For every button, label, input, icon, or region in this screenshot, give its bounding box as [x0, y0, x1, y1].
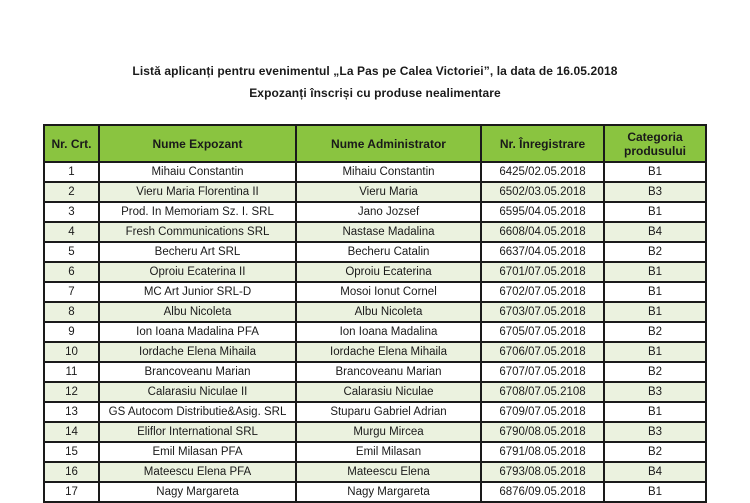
- table-cell: B1: [604, 262, 706, 282]
- table-header-row: [44, 125, 706, 162]
- table-row: [44, 442, 706, 462]
- table-cell: 6876/09.05.2018: [481, 482, 604, 502]
- table-cell: 6608/04.05.2018: [481, 222, 604, 242]
- table-cell: Ion Ioana Madalina PFA: [99, 322, 296, 342]
- table-cell: Iordache Elena Mihaila: [296, 342, 481, 362]
- page-subtitle: Expozanți înscriși cu produse nealimentare: [249, 86, 501, 100]
- table-cell: Vieru Maria: [296, 182, 481, 202]
- table-cell: 9: [44, 322, 99, 342]
- table-row: [44, 382, 706, 402]
- table-cell: Oproiu Ecaterina II: [99, 262, 296, 282]
- table-cell: Emil Milasan: [296, 442, 481, 462]
- table-cell: Eliflor International SRL: [99, 422, 296, 442]
- table-row: [44, 202, 706, 222]
- table-row: [44, 422, 706, 442]
- table-cell: 10: [44, 342, 99, 362]
- table-cell: 6425/02.05.2018: [481, 162, 604, 182]
- table-cell: 6502/03.05.2018: [481, 182, 604, 202]
- table-cell: 5: [44, 242, 99, 262]
- table-cell: B3: [604, 422, 706, 442]
- table-cell: 13: [44, 402, 99, 422]
- table-row: [44, 322, 706, 342]
- table-cell: B1: [604, 342, 706, 362]
- table-cell: Emil Milasan PFA: [99, 442, 296, 462]
- column-header: Nume Administrator: [296, 125, 481, 162]
- table-row: [44, 402, 706, 422]
- table-row: [44, 482, 706, 502]
- table-cell: Albu Nicoleta: [99, 302, 296, 322]
- table-cell: Mosoi Ionut Cornel: [296, 282, 481, 302]
- column-header: Nume Expozant: [99, 125, 296, 162]
- table-cell: 6791/08.05.2018: [481, 442, 604, 462]
- table-cell: 6790/08.05.2018: [481, 422, 604, 442]
- table-cell: 16: [44, 462, 99, 482]
- table-row: [44, 162, 706, 182]
- table-cell: 1: [44, 162, 99, 182]
- table-cell: Brancoveanu Marian: [99, 362, 296, 382]
- table-cell: 6709/07.05.2018: [481, 402, 604, 422]
- table-cell: Murgu Mircea: [296, 422, 481, 442]
- table-cell: Stuparu Gabriel Adrian: [296, 402, 481, 422]
- table-cell: 14: [44, 422, 99, 442]
- table-row: [44, 262, 706, 282]
- table-cell: Becheru Art SRL: [99, 242, 296, 262]
- table-cell: 6706/07.05.2018: [481, 342, 604, 362]
- table-cell: MC Art Junior SRL-D: [99, 282, 296, 302]
- table-cell: B2: [604, 442, 706, 462]
- table-cell: Calarasiu Niculae: [296, 382, 481, 402]
- table-cell: B3: [604, 382, 706, 402]
- table-cell: B1: [604, 202, 706, 222]
- table-cell: Mihaiu Constantin: [296, 162, 481, 182]
- table-body: [44, 162, 706, 502]
- table-cell: Albu Nicoleta: [296, 302, 481, 322]
- table-cell: B2: [604, 322, 706, 342]
- table-row: [44, 302, 706, 322]
- table-cell: 6: [44, 262, 99, 282]
- table-cell: GS Autocom Distributie&Asig. SRL: [99, 402, 296, 422]
- table-row: [44, 242, 706, 262]
- table-cell: B1: [604, 162, 706, 182]
- table-cell: Becheru Catalin: [296, 242, 481, 262]
- table-row: [44, 362, 706, 382]
- table-cell: Nastase Madalina: [296, 222, 481, 242]
- table-cell: B4: [604, 222, 706, 242]
- table-row: [44, 222, 706, 242]
- table-row: [44, 282, 706, 302]
- table-cell: Iordache Elena Mihaila: [99, 342, 296, 362]
- table-cell: 6708/07.05.2108: [481, 382, 604, 402]
- table-cell: B1: [604, 282, 706, 302]
- table-cell: 17: [44, 482, 99, 502]
- table-cell: Oproiu Ecaterina: [296, 262, 481, 282]
- table-cell: 6705/07.05.2018: [481, 322, 604, 342]
- table-cell: Nagy Margareta: [99, 482, 296, 502]
- table-cell: B2: [604, 242, 706, 262]
- table-row: [44, 342, 706, 362]
- applicants-table: [43, 124, 707, 503]
- table-cell: Vieru Maria Florentina II: [99, 182, 296, 202]
- table-cell: Nagy Margareta: [296, 482, 481, 502]
- table-cell: B2: [604, 362, 706, 382]
- table-cell: 6701/07.05.2018: [481, 262, 604, 282]
- table-cell: 2: [44, 182, 99, 202]
- column-header: Nr. Înregistrare: [481, 125, 604, 162]
- table-cell: 4: [44, 222, 99, 242]
- table-cell: 11: [44, 362, 99, 382]
- table-cell: B4: [604, 462, 706, 482]
- table-cell: Fresh Communications SRL: [99, 222, 296, 242]
- table-cell: Brancoveanu Marian: [296, 362, 481, 382]
- table-cell: 3: [44, 202, 99, 222]
- column-header: Nr. Crt.: [44, 125, 99, 162]
- table-row: [44, 182, 706, 202]
- table-cell: 6702/07.05.2018: [481, 282, 604, 302]
- page-title: Listă aplicanți pentru evenimentul „La Pas pe Calea Victoriei”, la data de 16.05.2018: [132, 64, 618, 78]
- table-cell: Calarasiu Niculae II: [99, 382, 296, 402]
- column-header: Categoria produsului: [604, 125, 706, 162]
- table-cell: Mateescu Elena: [296, 462, 481, 482]
- table-cell: 6595/04.05.2018: [481, 202, 604, 222]
- table-cell: 6707/07.05.2018: [481, 362, 604, 382]
- table-cell: 7: [44, 282, 99, 302]
- table-cell: B1: [604, 402, 706, 422]
- table-cell: 12: [44, 382, 99, 402]
- table-cell: Prod. In Memoriam Sz. I. SRL: [99, 202, 296, 222]
- table-cell: Mateescu Elena PFA: [99, 462, 296, 482]
- table-cell: 8: [44, 302, 99, 322]
- table-cell: Ion Ioana Madalina: [296, 322, 481, 342]
- table-cell: Jano Jozsef: [296, 202, 481, 222]
- table-cell: B3: [604, 182, 706, 202]
- table-cell: 6703/07.05.2018: [481, 302, 604, 322]
- table-cell: 15: [44, 442, 99, 462]
- table-cell: B1: [604, 482, 706, 502]
- table-cell: 6637/04.05.2018: [481, 242, 604, 262]
- table-cell: Mihaiu Constantin: [99, 162, 296, 182]
- table-cell: B1: [604, 302, 706, 322]
- table-cell: 6793/08.05.2018: [481, 462, 604, 482]
- table-row: [44, 462, 706, 482]
